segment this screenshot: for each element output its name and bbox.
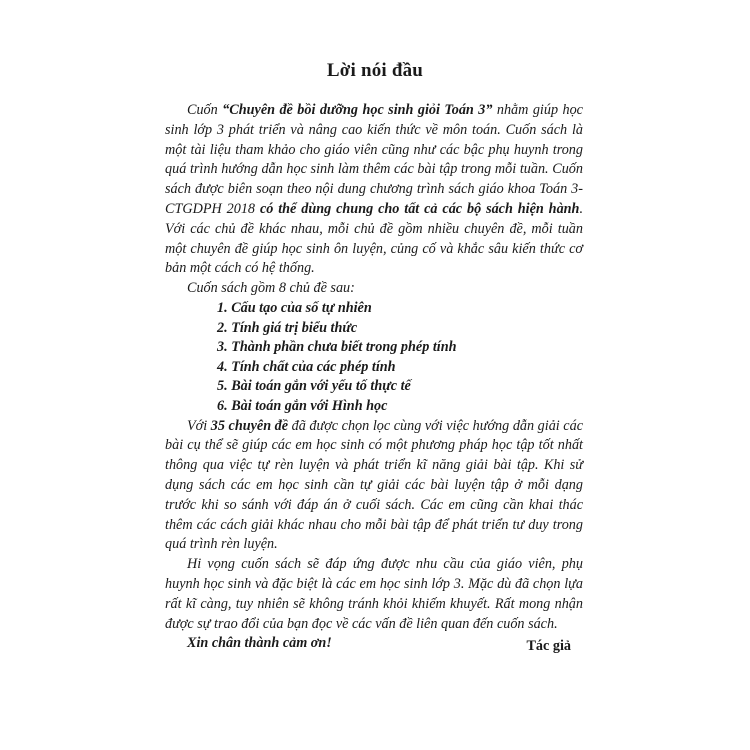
topic-list	[165, 299, 583, 417]
intro-text-end: . Với các chủ đề khác nhau, mỗi chủ đề gồm nhiều chuyên đề, mỗi tuần một chuyên đề giúp học sinh ôn luyện, củng cố và khắc sâu kiến thức cơ bản một cách có hệ thống.	[165, 200, 583, 277]
topic-item: 5. Bài toán gắn với yếu tố thực tế	[217, 378, 411, 395]
compatibility-note: có thể dùng chung cho tất cả các bộ sách hiện hành	[259, 200, 580, 217]
topic-item: 4. Tính chất của các phép tính	[217, 358, 396, 375]
topic-item: 1. Cấu tạo của số tự nhiên	[217, 299, 372, 316]
topic-item: 3. Thành phần chưa biết trong phép tính	[217, 339, 457, 356]
topic-item: 6. Bài toán gắn với Hình học	[217, 397, 388, 414]
method-text-end: đã được chọn lọc cùng với việc hướng dẫn giải các bài cụ thể sẽ giúp các em học sinh có một phương pháp học tập tốt nhất thông qua việc tự rèn luyện và phát triển kĩ năng giải bài tập. Khi sử dụng sách các em học sinh cần tự giải các bài luyện tập ở mỗi dạng trước khi so sánh với đáp án ở cuối sách. Các em cũng cần khai thác thêm các cách giải khác nhau cho mỗi bài tập để phát triển tư duy trong quá trình rèn luyện.	[165, 417, 584, 553]
topics-intro: Cuốn sách gồm 8 chủ đề sau:	[187, 280, 355, 297]
method-text-start: Với	[187, 417, 211, 434]
book-title: “Chuyên đề bồi dưỡng học sinh giỏi Toán 3”	[222, 102, 493, 118]
topic-item: 2. Tính giá trị biểu thức	[217, 319, 358, 336]
page-title: Lời nói đầu	[326, 60, 424, 81]
preface-body	[165, 101, 583, 654]
intro-text-middle: nhằm giúp học sinh lớp 3 phát triển và nâng cao kiến thức về môn toán. Cuốn sách là một tài liệu tham khảo cho giáo viên cũng như các bậc phụ huynh trong quá trình hướng dẫn học sinh làm thêm các bài tập trong mỗi tuần. Cuốn sách được biên soạn theo nội dung chương trình sách giáo khoa Toán 3-CTGDPH 2018	[165, 102, 583, 217]
intro-text-start: Cuốn	[187, 102, 223, 118]
closing-paragraph: Hi vọng cuốn sách sẽ đáp ứng được nhu cầu của giáo viên, phụ huynh học sinh và đặc biệt là các em học sinh lớp 3. Mặc dù đã chọn lựa rất kĩ càng, tuy nhiên sẽ không tránh khỏi khiếm khuyết. Rất mong nhận được sự trao đổi của bạn đọc về các vấn đề liên quan đến cuốn sách.	[165, 556, 583, 632]
thanks-line: Xin chân thành cảm ơn!	[187, 635, 332, 652]
chapter-count: 35 chuyên đề	[210, 417, 289, 434]
author-signature: Tác giả	[526, 638, 571, 654]
intro-paragraph	[165, 101, 583, 279]
method-paragraph	[165, 417, 583, 556]
